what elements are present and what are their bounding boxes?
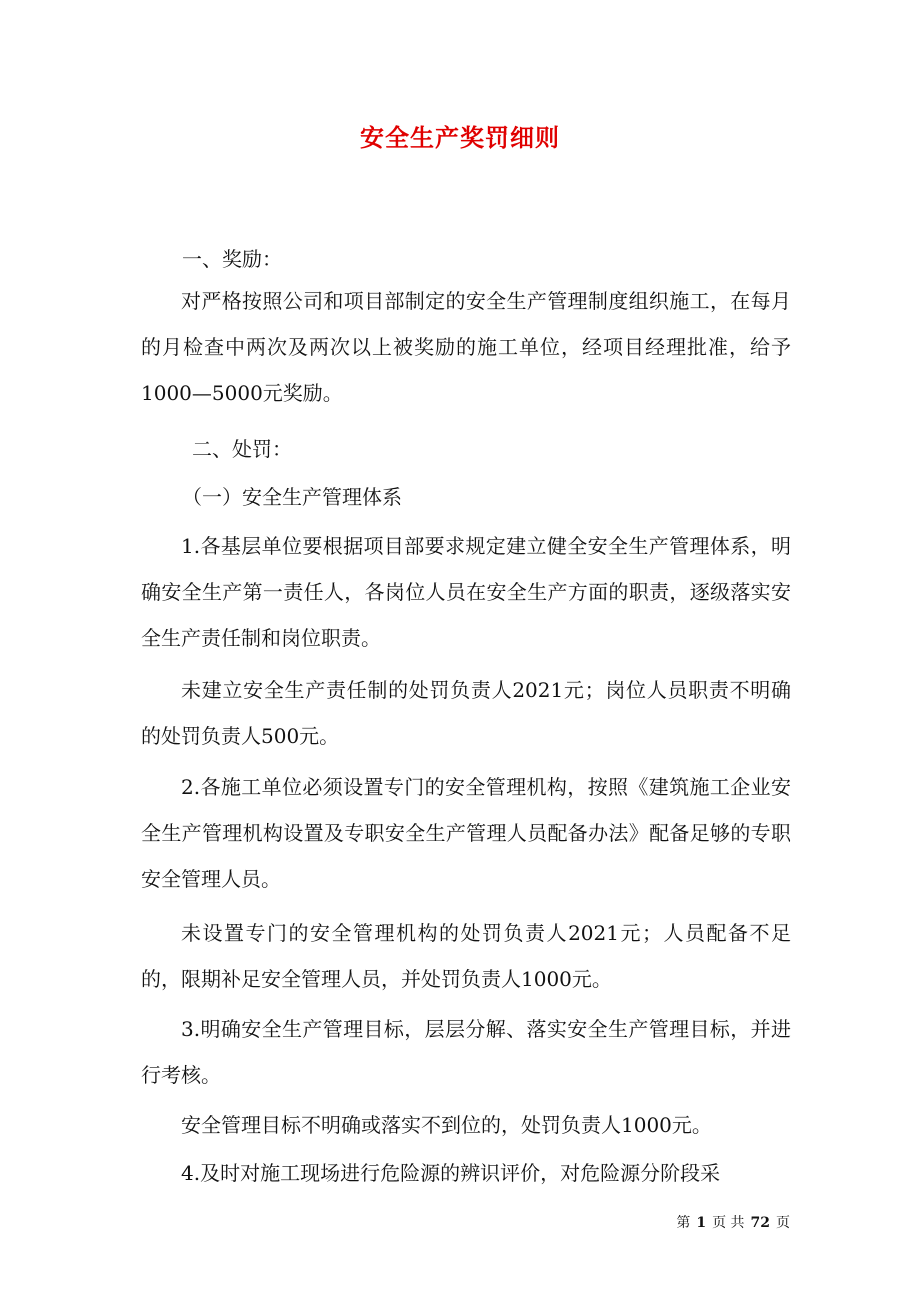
page-number-footer	[640, 1212, 790, 1232]
subsection-1-heading: （一）安全生产管理体系	[182, 485, 402, 509]
footer-middle: 页 共	[712, 1215, 745, 1231]
footer-page-number: 1	[696, 1215, 707, 1231]
item-2-penalty-paragraph: 未设置专门的安全管理机构的处罚负责人2021元；人员配备不足的，限期补足安全管理人员，并处罚负责人1000元。	[141, 921, 791, 991]
footer-total-pages: 72	[750, 1215, 770, 1231]
item-2-paragraph: 2.各施工单位必须设置专门的安全管理机构，按照《建筑施工企业安全生产管理机构设置及专职安全生产管理人员配备办法》配备足够的专职安全管理人员。	[141, 775, 791, 891]
item-4-paragraph: 4.及时对施工现场进行危险源的辨识评价，对危险源分阶段采	[181, 1161, 721, 1185]
item-1-paragraph: 1.各基层单位要根据项目部要求规定建立健全安全生产管理体系，明确安全生产第一责任人，各岗位人员在安全生产方面的职责，逐级落实安全生产责任制和岗位职责。	[141, 534, 791, 650]
penalty-heading: 二、处罚：	[192, 437, 292, 461]
footer-suffix: 页	[776, 1215, 790, 1231]
reward-paragraph: 对严格按照公司和项目部制定的安全生产管理制度组织施工，在每月的月检查中两次及两次以上被奖励的施工单位，经项目经理批准，给予1000—5000元奖励。	[141, 289, 791, 405]
item-1-penalty-paragraph: 未建立安全生产责任制的处罚负责人2021元；岗位人员职责不明确的处罚负责人500元。	[141, 678, 791, 748]
footer-prefix: 第	[676, 1215, 691, 1231]
document-title: 安全生产奖罚细则	[360, 123, 560, 152]
item-3-penalty-paragraph: 安全管理目标不明确或落实不到位的，处罚负责人1000元。	[181, 1113, 712, 1137]
reward-heading: 一、奖励：	[182, 247, 282, 271]
item-3-paragraph: 3.明确安全生产管理目标，层层分解、落实安全生产管理目标，并进行考核。	[141, 1017, 791, 1087]
